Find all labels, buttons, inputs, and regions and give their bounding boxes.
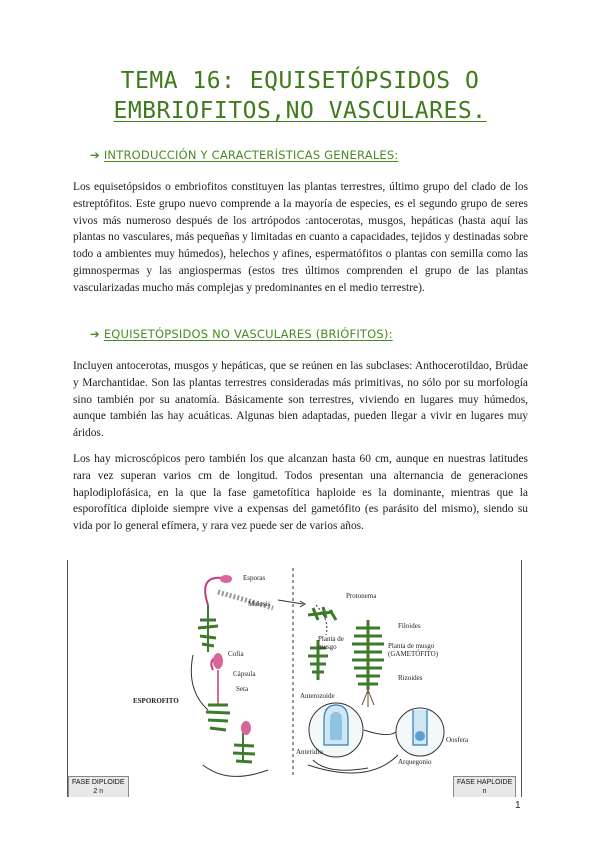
label-protonema: Protonema [346,592,377,600]
label-planta-musgo-left: Planta de musgo [318,635,344,651]
label-capsula: Cápsula [233,670,256,678]
paragraph-intro: Los equisetópsidos o embriofitos constituyen las plantas terrestres, último grupo del clado de los estreptófitos. Este grupo nuevo comprende a la mayoría de especies, es el segundo grupo de seres vivos más numeroso después de los artrópodos :antocerotas, musgos, hepáticas (hasta aquí las plantas no vasculares, más pequeñas y limitadas en cuanto a capacidades, tejidos y destinadas sobre todo a ambientes muy húmedos), helechos y afines, espermatófitos o plantas con semilla como las gimnospermas y las angiospermas (estos tres últimos comprenden el grupo de las plantas vascularizadas mucho más complejas y predominantes en el medio terrestre). [73,181,528,294]
label-planta-musgo-right: Planta de musgo (GAMETÓFITO) [388,642,439,658]
section-heading-text: EQUISETÓPSIDOS NO VASCULARES (BRIÓFITOS): [103,327,393,341]
moss-life-cycle-figure [67,560,522,797]
section-heading-intro [90,148,398,162]
phase-haploide-box [453,776,516,797]
label-arquegonio: Arquegonio [398,758,432,766]
label-meiosis: Meiosis [248,600,271,608]
phase-diploide-label: FASE DIPLOIDE [72,779,125,786]
title-line-2: EMBRIOFITOS,NO VASCULARES. [113,98,487,124]
label-cofia: Cofia [228,650,244,658]
phase-haploide-label: FASE HAPLOIDE [457,779,513,786]
paragraph-briofitos-2: Los hay microscópicos pero también los que alcanzan hasta 60 cm, aunque en nuestras latitudes rara vez superan varios cm de longitud. Todos presentan una alternancia de generaciones haplodiplofásica, en la que la fase gametofítica haploide es la dominante, mientras que la esporofítica diploide siempre vive a expensas del gametófito (es parásito del mismo), siendo su vida por lo general efímera, y rara vez puede ser de varios años. [73,453,528,533]
phase-diploide-ploidy: 2 n [93,788,104,795]
label-esporas: Esporas [243,574,266,582]
label-esporofito: ESPOROFITO [133,697,179,705]
label-anteridio: Anteridio [296,748,323,756]
label-oosfera: Oosfera [446,736,469,744]
arrow-icon: ➔ [90,327,100,341]
label-seta: Seta [236,685,249,693]
title-line-1: TEMA 16: EQUISETÓPSIDOS O [120,68,480,94]
label-anterozoide: Anterozoide [300,692,335,700]
life-cycle-illustration [68,560,521,797]
phase-diploide-box [68,776,129,797]
label-filoides: Filoides [398,622,421,630]
phase-haploide-ploidy: n [482,788,487,795]
section-heading-briofitos [90,327,393,341]
label-rizoides: Rizoides [398,674,423,682]
paragraph-briofitos-1: Incluyen antocerotas, musgos y hepáticas, que se reúnen en las subclases: Anthocerotildao, Brüdae y Marchantidae. Son las plantas terrestres consideradas más primitivas, no sólo por su morfología sino también por su anatomía. Básicamente son terrestres, viviendo en lugares muy húmedos, aunque también las hay acuáticas. Algunas bien adaptadas, pueden llegar a vivir en lugares muy áridos. [73,360,528,440]
section-heading-text: INTRODUCCIÓN Y CARACTERÍSTICAS GENERALES: [103,148,399,162]
page-number: 1 [515,800,521,811]
page-title [0,66,600,126]
arrow-icon: ➔ [90,148,100,162]
